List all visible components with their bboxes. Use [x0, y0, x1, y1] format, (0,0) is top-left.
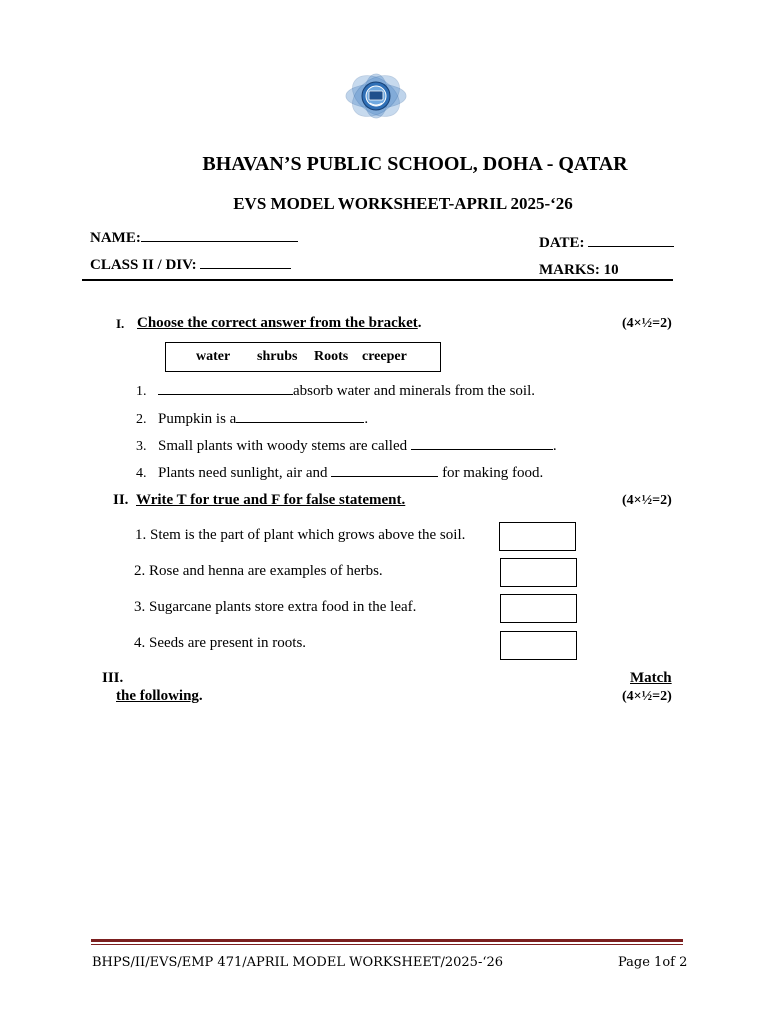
question-1 — [158, 383, 535, 400]
section-3-title-part1: Match — [630, 670, 672, 686]
tf-statement: 1. Stem is the part of plant which grows above the soil. — [135, 527, 466, 543]
word-bank-item: creeper — [362, 349, 407, 364]
section-3-title-part2 — [116, 688, 203, 705]
question-2 — [158, 411, 368, 428]
question-text: Small plants with woody stems are called — [158, 438, 411, 454]
header-divider — [82, 279, 673, 281]
question-3 — [158, 438, 557, 455]
date-blank[interactable] — [588, 245, 674, 247]
section-3-title-end: . — [198, 688, 203, 704]
section-2-title: Write T for true and F for false statement. — [136, 492, 406, 508]
section-1-number: I. — [116, 316, 125, 331]
section-1-marks: (4×½=2) — [622, 316, 672, 331]
question-text-end: . — [552, 438, 557, 454]
question-text: absorb water and minerals from the soil. — [293, 383, 536, 399]
worksheet-title: EVS MODEL WORKSHEET-APRIL 2025-‘26 — [233, 194, 573, 213]
section-3-number: III. — [102, 670, 124, 686]
question-number: 2. — [136, 412, 147, 427]
question-4 — [158, 465, 543, 482]
marks-label: MARKS: 10 — [539, 262, 619, 278]
section-1-title-text: Choose the correct answer from the bracket — [137, 315, 418, 331]
tf-statement: 2. Rose and henna are examples of herbs. — [134, 563, 383, 579]
tf-answer-box[interactable] — [499, 522, 576, 551]
name-blank[interactable] — [141, 240, 298, 242]
answer-blank[interactable] — [236, 421, 364, 423]
section-1-title — [137, 315, 422, 332]
school-name: BHAVAN’S PUBLIC SCHOOL, DOHA - QATAR — [202, 153, 628, 175]
class-div-blank[interactable] — [200, 267, 291, 269]
section-3-marks: (4×½=2) — [622, 689, 672, 704]
date-field — [539, 235, 674, 252]
section-3-title-text: the following — [116, 688, 199, 704]
tf-answer-box[interactable] — [500, 558, 577, 587]
answer-blank[interactable] — [331, 475, 438, 477]
name-field — [90, 230, 298, 247]
tf-answer-box[interactable] — [500, 631, 577, 660]
section-1-title-end: . — [417, 315, 422, 331]
class-div-field — [90, 257, 291, 274]
tf-answer-box[interactable] — [500, 594, 577, 623]
school-logo-emblem — [344, 72, 408, 120]
question-number: 4. — [136, 466, 147, 481]
word-bank-item: water — [196, 349, 231, 364]
word-bank-box — [165, 342, 441, 372]
question-text: Plants need sunlight, air and — [158, 465, 332, 481]
section-2-marks: (4×½=2) — [622, 493, 672, 508]
question-text: Pumpkin is a — [158, 411, 237, 427]
tf-statement: 3. Sugarcane plants store extra food in the leaf. — [134, 599, 417, 615]
question-number: 1. — [136, 384, 147, 399]
footer-document-code: BHPS/II/EVS/EMP 471/APRIL MODEL WORKSHEET/2025-‘26 — [92, 955, 504, 970]
word-bank-item: shrubs — [257, 349, 298, 364]
tf-statement: 4. Seeds are present in roots. — [134, 635, 307, 651]
class-label: CLASS II / DIV: — [90, 257, 197, 273]
name-label: NAME: — [90, 230, 141, 246]
footer-page-number: Page 1of 2 — [618, 955, 688, 970]
footer-rule — [91, 939, 683, 942]
answer-blank[interactable] — [411, 448, 553, 450]
question-text-end: for making food. — [438, 465, 544, 481]
question-text-end: . — [364, 411, 369, 427]
section-2-number: II. — [113, 492, 129, 508]
word-bank-item: Roots — [314, 349, 349, 364]
footer-rule-thin — [91, 944, 683, 945]
question-number: 3. — [136, 439, 147, 454]
date-label: DATE: — [539, 235, 585, 251]
answer-blank[interactable] — [158, 393, 293, 395]
